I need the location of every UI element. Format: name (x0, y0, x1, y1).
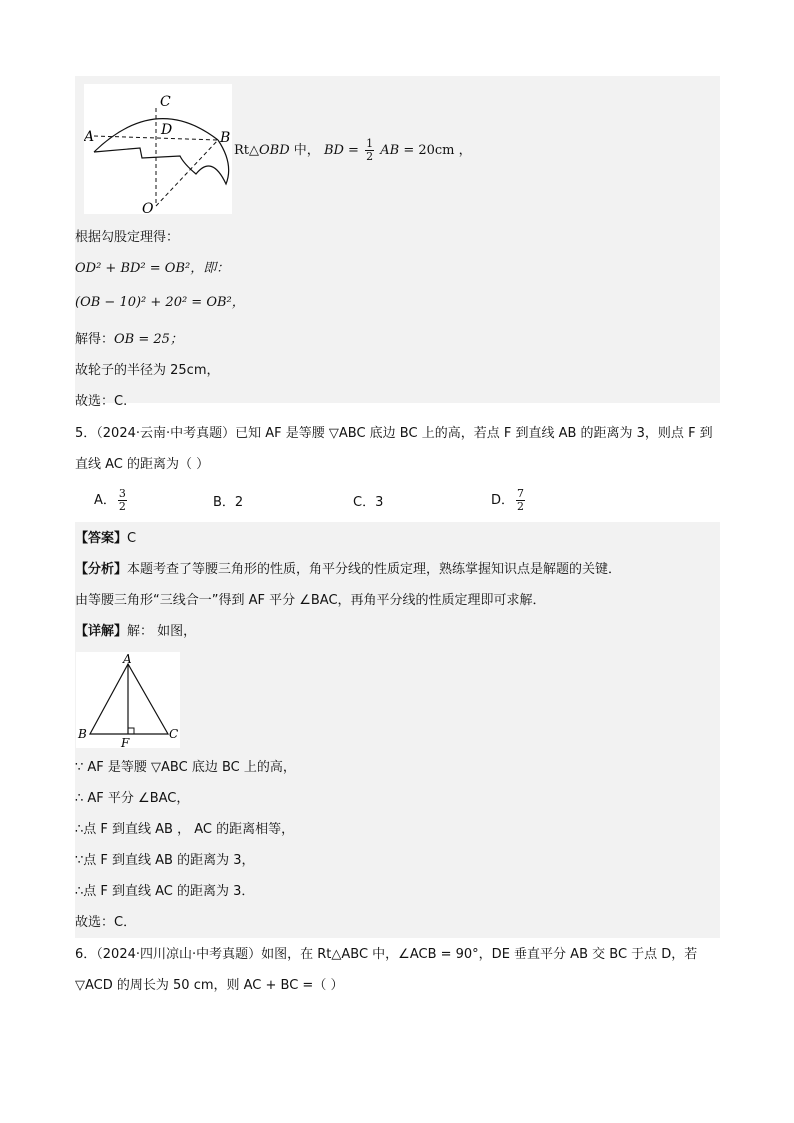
q5-stem-line1: 5．（2024·云南·中考真题）已知 AF 是等腰 ▽ABC 底边 BC 上的高，若点 F 到直线 AB 的距离为 3，则点 F 到 (75, 426, 713, 441)
label-f: F (121, 736, 130, 748)
label-b: B (220, 130, 231, 146)
sol4-line2: 根据勾股定理得： (75, 230, 180, 245)
q5-step4: ∵点 F 到直线 AB 的距离为 3， (75, 853, 255, 868)
label-o: O (142, 201, 154, 214)
label-a: A (84, 129, 95, 145)
q5-stem-line2: 直线 AC 的距离为（ ） (75, 457, 210, 472)
q5-analysis-line2: 由等腰三角形“三线合一”得到 AF 平分 ∠BAC，再角平分线的性质定理即可求解． (75, 593, 546, 608)
q5-step2: ∴ AF 平分 ∠BAC， (75, 791, 190, 806)
label-c: C (160, 94, 171, 110)
label-b: B (78, 727, 87, 741)
q5-option-b: B．2 (213, 495, 244, 510)
label-c: C (169, 727, 179, 741)
q5-step1: ∵ AF 是等腰 ▽ABC 底边 BC 上的高， (75, 760, 296, 775)
sol4-line3: OD² + BD² = OB²，即： (75, 261, 230, 276)
sol4-line4: (OB − 10)² + 20² = OB²， (75, 295, 245, 310)
q5-option-c: C．3 (353, 495, 384, 510)
q6-stem-line2: ▽ACD 的周长为 50 cm，则 AC + BC =（ ） (75, 978, 344, 993)
q5-step3: ∴点 F 到直线 AB ， AC 的距离相等， (75, 822, 295, 837)
sol4-line6: 故轮子的半径为 25cm， (75, 363, 220, 378)
wheel-figure (84, 84, 232, 214)
q6-stem-line1: 6．（2024·四川凉山·中考真题）如图，在 Rt△ABC 中，∠ACB = 90°，DE 垂直平分 AB 交 BC 于点 D，若 (75, 947, 698, 962)
q5-option-a: A． $\frac{3}{2}$ (94, 487, 126, 513)
triangle-figure (76, 652, 180, 748)
label-d: D (161, 122, 173, 138)
q5-option-d: D． $\frac{7}{2}$ (491, 487, 525, 513)
q5-detail: 【详解】解： 如图， (75, 624, 197, 639)
q5-step5: ∴点 F 到直线 AC 的距离为 3． (75, 884, 255, 899)
q5-answer: 【答案】C (75, 531, 137, 546)
sol4-line1: Rt△OBD 中， BD = $\frac{1}{2}$ AB = 20cm ， (234, 137, 472, 163)
q5-analysis: 【分析】本题考查了等腰三角形的性质，角平分线的性质定理，熟练掌握知识点是解题的关键． (75, 562, 622, 577)
sol4-line5: 解得：OB = 25； (75, 332, 183, 347)
sol4-line7: 故选：C. (75, 394, 128, 409)
label-a: A (123, 652, 132, 666)
q5-step6: 故选：C． (75, 915, 137, 930)
